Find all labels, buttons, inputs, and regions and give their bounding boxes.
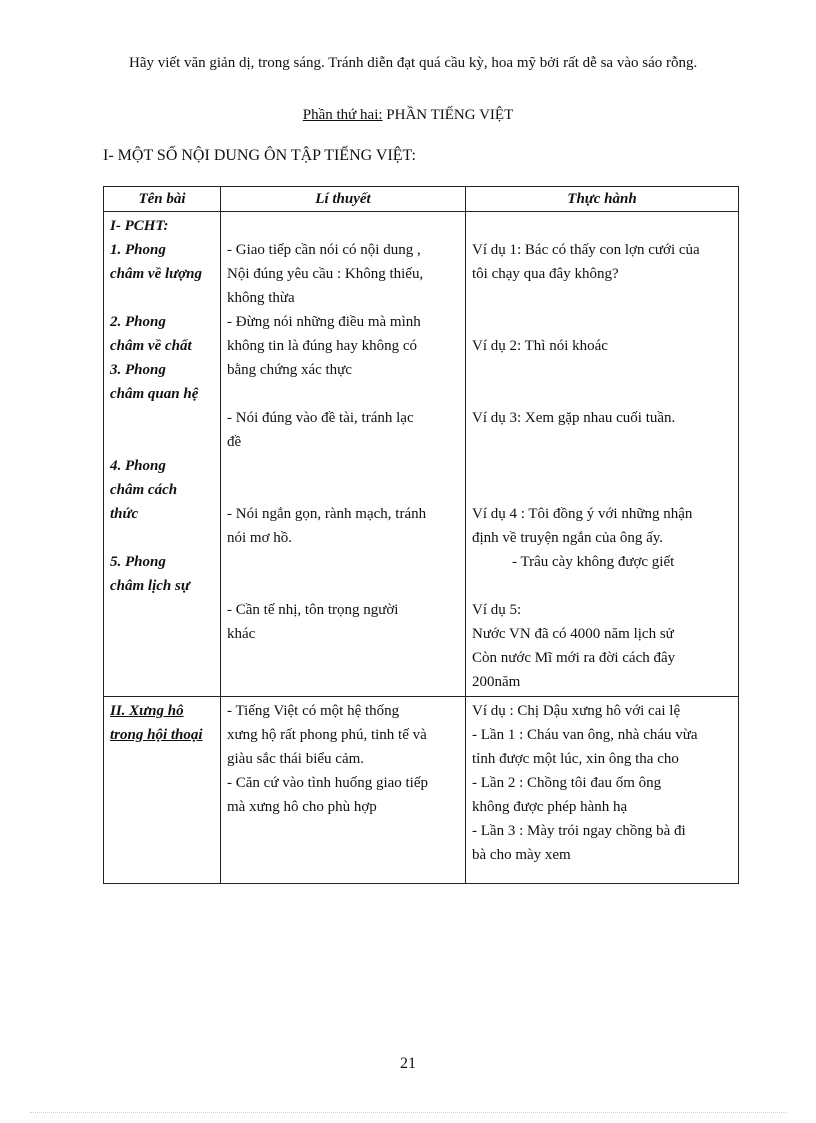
theory-line: xưng hộ rất phong phú, tinh tế và xyxy=(227,727,427,743)
section-title: I- MỘT SỐ NỘI DUNG ÔN TẬP TIẾNG VIỆT: xyxy=(103,147,416,164)
theory-line: không tin là đúng hay không có xyxy=(227,338,417,354)
theory-line: - Căn cứ vào tình huống giao tiếp xyxy=(227,775,429,791)
lesson-cell xyxy=(104,212,221,697)
header-lesson: Tên bài xyxy=(104,187,221,212)
part-heading: PHẦN TIẾNG VIỆT xyxy=(382,107,514,123)
practice-line: Ví dụ 5: xyxy=(472,602,522,618)
lesson-line: II. Xưng hô xyxy=(110,703,184,719)
theory-line: Nội đúng yêu cầu : Không thiếu, xyxy=(227,266,424,282)
page-divider xyxy=(30,1112,786,1113)
practice-line: Ví dụ 3: Xem gặp nhau cuối tuần. xyxy=(472,410,676,426)
theory-line: không thừa xyxy=(227,290,295,306)
practice-line: bà cho mày xem xyxy=(472,847,571,863)
practice-line: tôi chạy qua đây không? xyxy=(472,266,619,282)
theory-line: bằng chứng xác thực xyxy=(227,362,352,378)
lesson-line: 1. Phong xyxy=(110,242,166,258)
table-row-pcht xyxy=(104,212,739,697)
part-label: Phần thứ hai: xyxy=(302,107,383,123)
theory-line: - Tiếng Việt có một hệ thống xyxy=(227,703,400,719)
practice-line: Nước VN đã có 4000 năm lịch sử xyxy=(472,626,674,642)
theory-line: - Cần tế nhị, tôn trọng người xyxy=(227,602,399,618)
header-practice: Thực hành xyxy=(466,187,739,212)
theory-cell xyxy=(221,697,466,884)
lesson-line: 3. Phong xyxy=(110,362,166,378)
header-theory: Lí thuyết xyxy=(221,187,466,212)
practice-line: Ví dụ 1: Bác có thấy con lợn cưới của xyxy=(472,242,700,258)
lesson-line: châm về lượng xyxy=(110,266,203,282)
lesson-cell xyxy=(104,697,221,884)
lesson-line: 2. Phong xyxy=(110,314,166,330)
page-number: 21 xyxy=(400,1055,416,1072)
lesson-line: châm cách xyxy=(110,482,178,498)
theory-line: - Nói đúng vào đề tài, tránh lạc xyxy=(227,410,414,426)
practice-line: - Trâu cày không được giết xyxy=(512,554,675,570)
theory-line: nói mơ hồ. xyxy=(227,530,293,546)
lesson-line: châm quan hệ xyxy=(110,386,199,402)
lesson-line: trong hội thoại xyxy=(110,727,203,743)
practice-line: 200năm xyxy=(472,674,521,690)
table-row-xung-ho xyxy=(104,697,739,884)
review-table xyxy=(103,186,739,884)
lesson-line: 5. Phong xyxy=(110,554,166,570)
part-title xyxy=(0,107,816,124)
practice-line: - Lần 3 : Mày trói ngay chồng bà đi xyxy=(472,823,686,839)
theory-line: - Giao tiếp cần nói có nội dung , xyxy=(227,242,421,258)
practice-cell xyxy=(466,212,739,697)
theory-line: giàu sắc thái biểu cảm. xyxy=(227,751,365,767)
lesson-line: thức xyxy=(110,506,139,522)
practice-line: Ví dụ 4 : Tôi đồng ý với những nhận xyxy=(472,506,693,522)
group-title: I- PCHT: xyxy=(110,218,169,234)
theory-cell xyxy=(221,212,466,697)
practice-line: Ví dụ : Chị Dậu xưng hô với cai lệ xyxy=(472,703,681,719)
practice-line: - Lần 1 : Cháu van ông, nhà cháu vừa xyxy=(472,727,698,743)
theory-line: mà xưng hô cho phù hợp xyxy=(227,799,377,815)
table-header-row xyxy=(104,187,739,212)
lesson-line: châm lịch sự xyxy=(110,578,190,594)
lesson-line: châm về chất xyxy=(110,338,192,354)
practice-cell xyxy=(466,697,739,884)
intro-paragraph: Hãy viết văn giản dị, trong sáng. Tránh diễn đạt quá cầu kỳ, hoa mỹ bởi rất dễ sa vào sáo rỗng. xyxy=(129,55,698,71)
theory-line: đề xyxy=(227,434,242,450)
theory-line: khác xyxy=(227,626,256,642)
practice-line: Ví dụ 2: Thì nói khoác xyxy=(472,338,608,354)
lesson-line: 4. Phong xyxy=(110,458,166,474)
practice-line: không được phép hành hạ xyxy=(472,799,628,815)
theory-line: - Nói ngắn gọn, rành mạch, tránh xyxy=(227,506,427,522)
practice-line: - Lần 2 : Chồng tôi đau ốm ông xyxy=(472,775,662,791)
theory-line: - Đừng nói những điều mà mình xyxy=(227,314,421,330)
practice-line: định về truyện ngắn của ông ấy. xyxy=(472,530,664,546)
practice-line: Còn nước Mĩ mới ra đời cách đây xyxy=(472,650,676,666)
practice-line: tỉnh được một lúc, xin ông tha cho xyxy=(472,751,679,767)
